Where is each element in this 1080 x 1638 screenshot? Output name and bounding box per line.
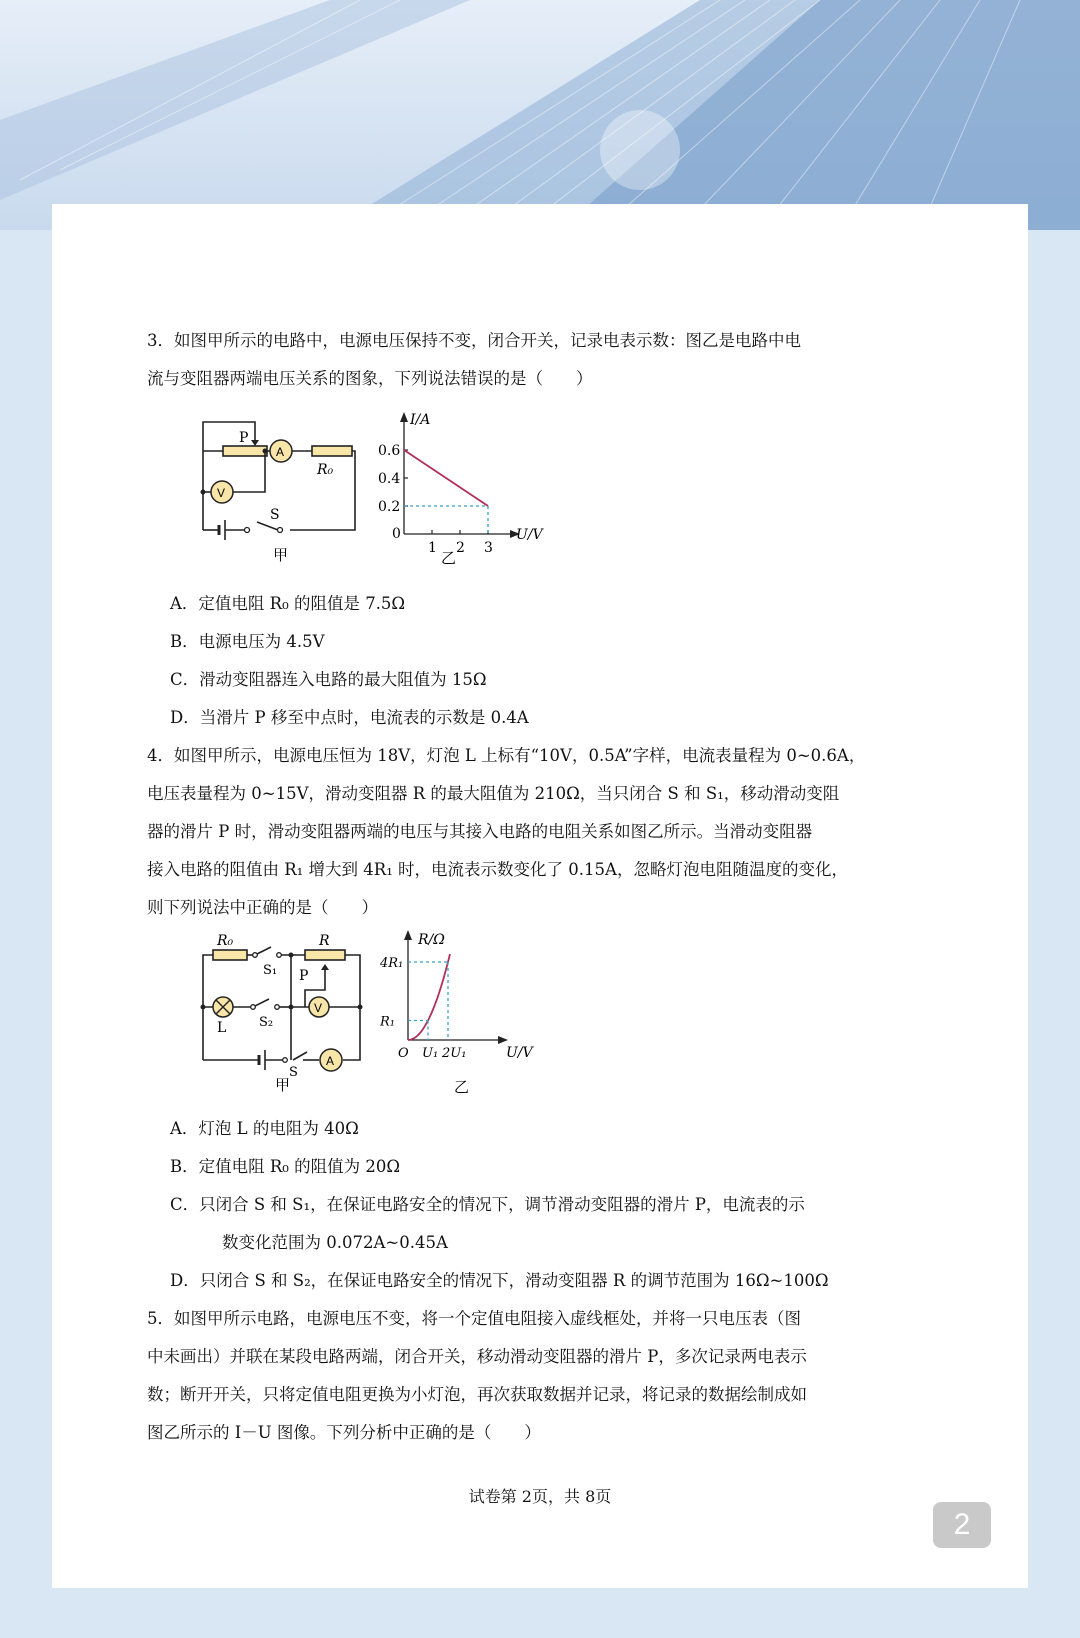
q4-line-5: 则下列说法中正确的是（ ） [147,898,378,917]
q3-y-tick-label: 0.2 [378,499,401,515]
q3-label-voltmeter: V [217,486,226,500]
q3-caption-jia: 甲 [273,546,289,562]
q3-y-tick-label: 0.6 [378,443,401,459]
q4-label-lamp: L [217,1020,227,1036]
q3-option-d: D．当滑片 P 移至中点时，电流表的示数是 0.4A [170,708,529,727]
q4-x-label: U/V [506,1045,533,1061]
q3-option-b: B．电源电压为 4.5V [170,632,325,651]
question-3-stem [147,322,887,398]
q3-y-tick-label: 0.4 [378,471,401,487]
q5-line-4: 图乙所示的 I－U 图像。下列分析中正确的是（ ） [147,1423,541,1442]
q3-label-r0: R₀ [317,462,334,478]
q3-label-switch: S [270,507,280,523]
q3-y-label: I/A [410,412,431,428]
q4-line-4: 接入电路的阻值由 R₁ 增大到 4R₁ 时，电流表示数变化了 0.15A，忽略灯泡电阻随温度的变化， [147,860,848,879]
q4-y-tick-label: R₁ [380,1014,395,1030]
q4-option-a: A．灯泡 L 的电阻为 40Ω [170,1119,359,1138]
page-footer: 试卷第 2页，共 8页 [468,1487,612,1506]
q4-label-r: R [319,933,330,949]
q4-label-voltmeter: V [314,1001,323,1015]
q5-line-1: 5．如图甲所示电路，电源电压不变，将一个定值电阻接入虚线框处，并将一只电压表（图 [147,1309,801,1328]
q3-option-c: C．滑动变阻器连入电路的最大阻值为 15Ω [170,670,487,689]
q3-label-ammeter: A [276,445,285,459]
q5-line-3: 数；断开开关，只将定值电阻更换为小灯泡，再次获取数据并记录，将记录的数据绘制成如 [147,1385,807,1404]
q3-iu-graph [370,408,550,568]
q3-x-tick-label: 3 [484,540,493,556]
q3-circuit-diagram [195,412,365,562]
q4-label-s2: S₂ [259,1015,274,1030]
q4-label-switch: S [289,1065,298,1080]
building-graphic [0,0,1080,230]
q3-caption-yi: 乙 [441,549,457,567]
q3-x-tick-label: 1 [428,540,437,556]
q4-option-b: B．定值电阻 R₀ 的阻值为 20Ω [170,1157,401,1176]
q4-y-label: R/Ω [418,932,445,948]
q4-option-c-cont: 数变化范围为 0.072A~0.45A [222,1233,448,1252]
q3-x-tick-label: 2 [456,540,465,556]
q3-series-line [404,450,488,506]
question-5-stem [147,1300,887,1452]
q4-x-tick-label: O [398,1046,409,1061]
q4-line-3: 器的滑片 P 时，滑动变阻器两端的电压与其接入电路的电阻关系如图乙所示。当滑动变阻器 [147,822,813,841]
q4-series-curve [408,954,450,1040]
q4-circuit-diagram [195,930,375,1095]
q4-label-p: P [299,968,309,984]
q3-line-2: 流与变阻器两端电压关系的图象，下列说法错误的是（ ） [147,369,593,388]
q5-line-2: 中未画出）并联在某段电路两端，闭合开关，移动滑动变阻器的滑片 P，多次记录两电表示 [147,1347,807,1366]
q4-label-ammeter: A [326,1054,335,1068]
q3-option-a: A．定值电阻 R₀ 的阻值是 7.5Ω [170,594,406,613]
q4-x-tick-label: 2U₁ [442,1046,467,1061]
q4-caption-yi: 乙 [454,1078,470,1096]
q3-line-1: 3．如图甲所示的电路中，电源电压保持不变，闭合开关，记录电表示数：图乙是电路中电 [147,331,801,350]
q4-option-c: C．只闭合 S 和 S₁，在保证电路安全的情况下，调节滑动变阻器的滑片 P，电流表的示 [170,1195,805,1214]
q4-line-1: 4．如图甲所示，电源电压恒为 18V，灯泡 L 上标有“10V，0.5A”字样，电流表量程为 0~0.6A， [147,746,866,765]
q3-label-p: P [239,430,249,446]
q4-ru-graph [378,928,548,1098]
q4-caption-jia: 甲 [275,1076,291,1094]
q4-y-tick-label: 4R₁ [380,956,404,971]
header-banner [0,0,1080,230]
q4-label-s1: S₁ [263,963,278,978]
q4-line-2: 电压表量程为 0~15V，滑动变阻器 R 的最大阻值为 210Ω，当只闭合 S 和 S₁，移动滑动变阻 [147,784,840,803]
q4-option-d: D．只闭合 S 和 S₂，在保证电路安全的情况下，滑动变阻器 R 的调节范围为 16Ω~100Ω [170,1271,829,1290]
q4-label-r0: R₀ [217,933,234,949]
question-4-stem [147,737,887,927]
page-number-badge: 2 [933,1502,991,1548]
q3-x-label: U/V [516,527,543,543]
q4-x-tick-label: U₁ [422,1046,439,1061]
q3-x-tick-label: 0 [392,526,401,542]
